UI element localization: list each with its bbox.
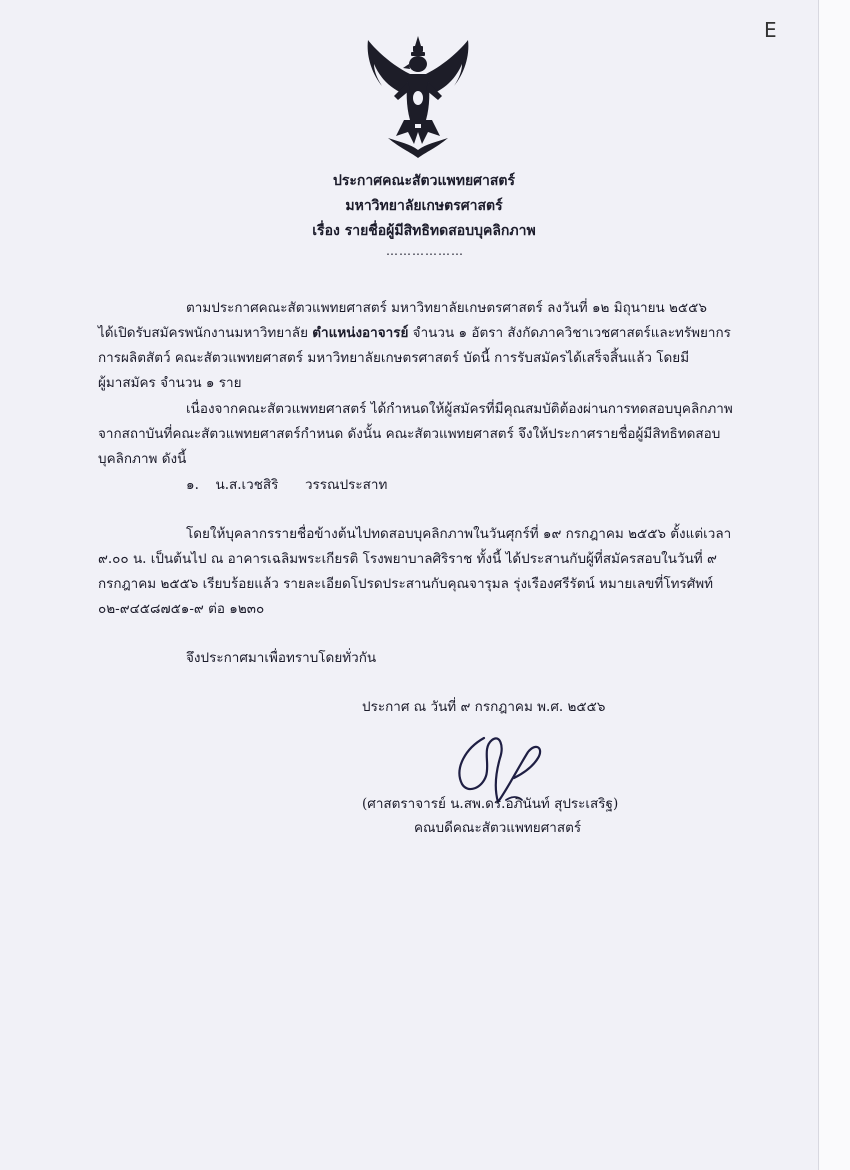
- date-line: ประกาศ ณ วันที่ ๙ กรกฎาคม พ.ศ. ๒๕๕๖: [362, 699, 606, 715]
- para3-line2: ๙.๐๐ น. เป็นต้นไป ณ อาคารเฉลิมพระเกียรติ โรงพยาบาลศิริราช ทั้งนี้ ได้ประสานกับผู้ที่สมัครสอบในวันที่ ๙: [98, 551, 717, 567]
- para2-line2: จากสถาบันที่คณะสัตวแพทยศาสตร์กำหนด ดังนั้น คณะสัตวแพทยศาสตร์ จึงให้ประกาศรายชื่อผู้มีสิทธิทดสอบ: [98, 426, 721, 442]
- closing-line: จึงประกาศมาเพื่อทราบโดยทั่วกัน: [186, 650, 377, 666]
- para1-line2: [98, 321, 731, 343]
- signatory-name: (ศาสตราจารย์ น.สพ.ดร.อภินันท์ สุประเสริฐ): [362, 796, 619, 812]
- para1-line2-c: จำนวน ๑ อัตรา สังกัดภาควิชาเวชศาสตร์และทรัพยากร: [408, 325, 731, 341]
- para1-position: ตำแหน่งอาจารย์: [312, 325, 409, 341]
- para3-line4: ๐๒-๙๔๕๘๗๕๑-๙ ต่อ ๑๒๓๐: [98, 601, 265, 617]
- candidate-number: ๑.: [186, 477, 199, 493]
- para1-line3: การผลิตสัตว์ คณะสัตวแพทยศาสตร์ มหาวิทยาลัยเกษตรศาสตร์ บัดนี้ การรับสมัครได้เสร็จสิ้นแล้ว โดยมี: [98, 350, 690, 366]
- candidate-surname: วรรณประสาท: [304, 477, 388, 493]
- header-line-2: มหาวิทยาลัยเกษตรศาสตร์: [345, 198, 503, 214]
- header-dots: ………………: [386, 244, 464, 258]
- signatory-title: คณบดีคณะสัตวแพทยศาสตร์: [414, 820, 582, 836]
- header-line-1: ประกาศคณะสัตวแพทยศาสตร์: [332, 173, 516, 189]
- candidate-row: [186, 473, 387, 495]
- para3-line1: โดยให้บุคลากรรายชื่อข้างต้นไปทดสอบบุคลิกภาพในวันศุกร์ที่ ๑๙ กรกฎาคม ๒๕๕๖ ตั้งแต่เวลา: [186, 526, 732, 542]
- corner-mark: E: [764, 18, 777, 42]
- para1-line4: ผู้มาสมัคร จำนวน ๑ ราย: [98, 375, 242, 391]
- para2-line3: บุคลิกภาพ ดังนี้: [98, 451, 187, 467]
- page-edge: [818, 0, 850, 1170]
- para1-line2-a: ได้เปิดรับสมัครพนักงานมหาวิทยาลัย: [98, 325, 313, 341]
- para3-line3: กรกฎาคม ๒๕๕๖ เรียบร้อยแล้ว รายละเอียดโปรดประสานกับคุณจารุมล รุ่งเรืองศรีรัตน์ หมายเลขที่โทรศัพท์: [98, 576, 714, 592]
- para2-line1: เนื่องจากคณะสัตวแพทยศาสตร์ ได้กำหนดให้ผู้สมัครที่มีคุณสมบัติต้องผ่านการทดสอบบุคลิกภาพ: [186, 401, 733, 417]
- candidate-name: น.ส.เวชสิริ: [215, 477, 279, 493]
- para1-line1: ตามประกาศคณะสัตวแพทยศาสตร์ มหาวิทยาลัยเกษตรศาสตร์ ลงวันที่ ๑๒ มิถุนายน ๒๕๕๖: [186, 300, 707, 316]
- garuda-emblem-icon: [360, 34, 476, 160]
- header-subject: เรื่อง รายชื่อผู้มีสิทธิทดสอบบุคลิกภาพ: [312, 223, 536, 239]
